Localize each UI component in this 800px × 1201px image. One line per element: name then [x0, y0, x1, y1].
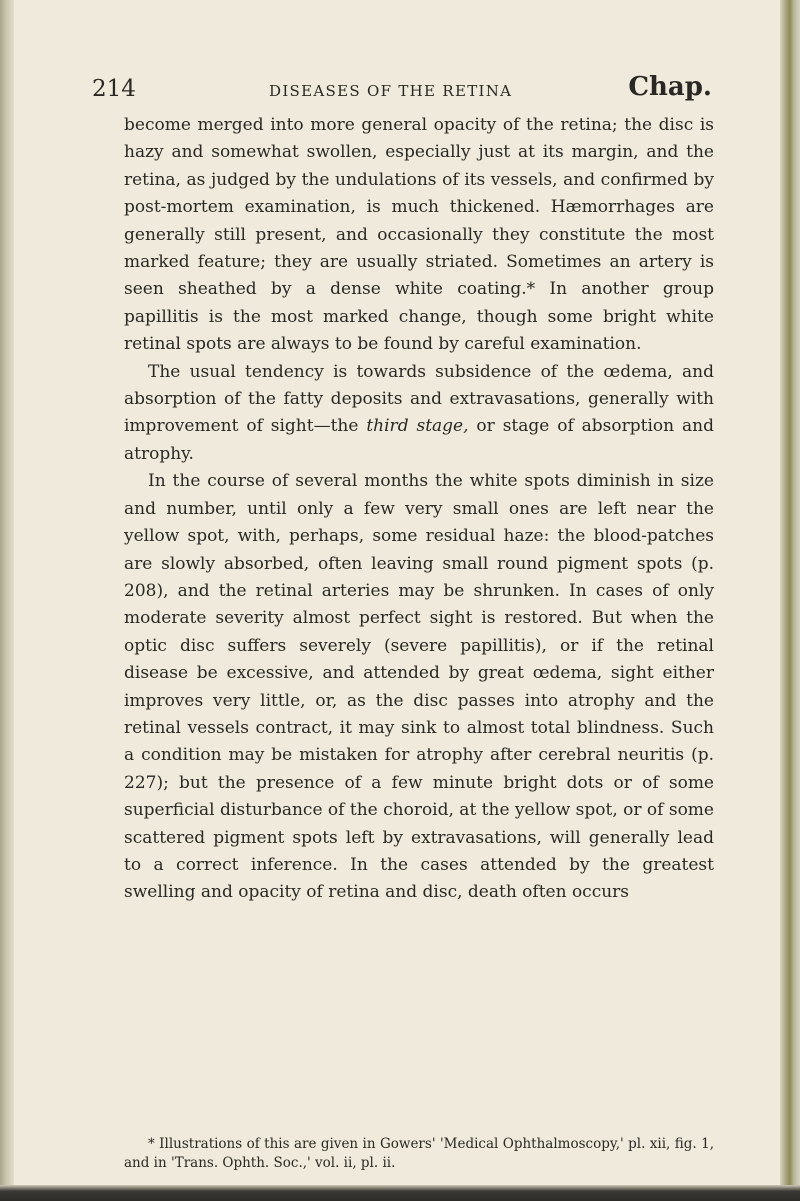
paragraph-2-text-b: or stage of absorption and atrophy.	[124, 416, 714, 464]
footnote: * Illustrations of this are given in Gowers' 'Medical Ophthalmoscopy,' pl. xii, fig. 1, and in 'Trans. Ophth. Soc.,' vol. ii, pl. ii.	[124, 1136, 714, 1171]
page-edge-bottom	[0, 1185, 800, 1201]
chapter-label: Chap.	[628, 72, 712, 102]
paragraph-1: become merged into more general opacity of the retina; the disc is hazy and somewhat swollen, especially just at its margin, and the retina, as judged by the undulations of its vessels, and confirmed by post-mortem examination, is much thickened. Hæmorrhages are generally still present, and occasionally they constitute the most marked feature; they are usually striated. Sometimes an artery is seen sheathed by a dense white coating.* In another group papillitis is the most marked change, though some bright white retinal spots are always to be found by careful examination.	[124, 115, 714, 355]
page-number: 214	[92, 76, 136, 102]
body-text	[124, 112, 714, 907]
paragraph-2-text-a: The usual tendency is towards subsidence of the œdema, and absorption of the fatty deposits and extravasations, generally with improvement of sight—the	[124, 361, 714, 437]
page-edge-right	[780, 0, 800, 1201]
paragraph-2-italic: third stage,	[366, 416, 469, 437]
paragraph-3: In the course of several months the white spots diminish in size and number, until only a few very small ones are left near the yellow spot, with, perhaps, some residual haze: the blood-patches are slowly absorbed, often leaving small round pigment spots (p. 208), and the retinal arteries may be shrunken. In cases of only moderate severity almost perfect sight is restored. But when the optic disc suffers severely (severe papillitis), or if the retinal disease be excessive, and attended by great œdema, sight either improves very little, or, as the disc passes into atrophy and the retinal vessels contract, it may sink to almost total blindness. Such a condition may be mistaken for atrophy after cerebral neuritis (p. 227); but the presence of a few minute bright dots or of some superficial disturbance of the choroid, at the yellow spot, or of some scattered pigment spots left by extravasations, will generally lead to a correct inference. In the cases attended by the greatest swelling and opacity of retina and disc, death often occurs	[124, 471, 714, 903]
paragraph-2	[124, 359, 714, 469]
running-header	[92, 72, 712, 112]
page-gutter	[0, 0, 14, 1201]
running-title: DISEASES OF THE RETINA	[269, 82, 513, 100]
